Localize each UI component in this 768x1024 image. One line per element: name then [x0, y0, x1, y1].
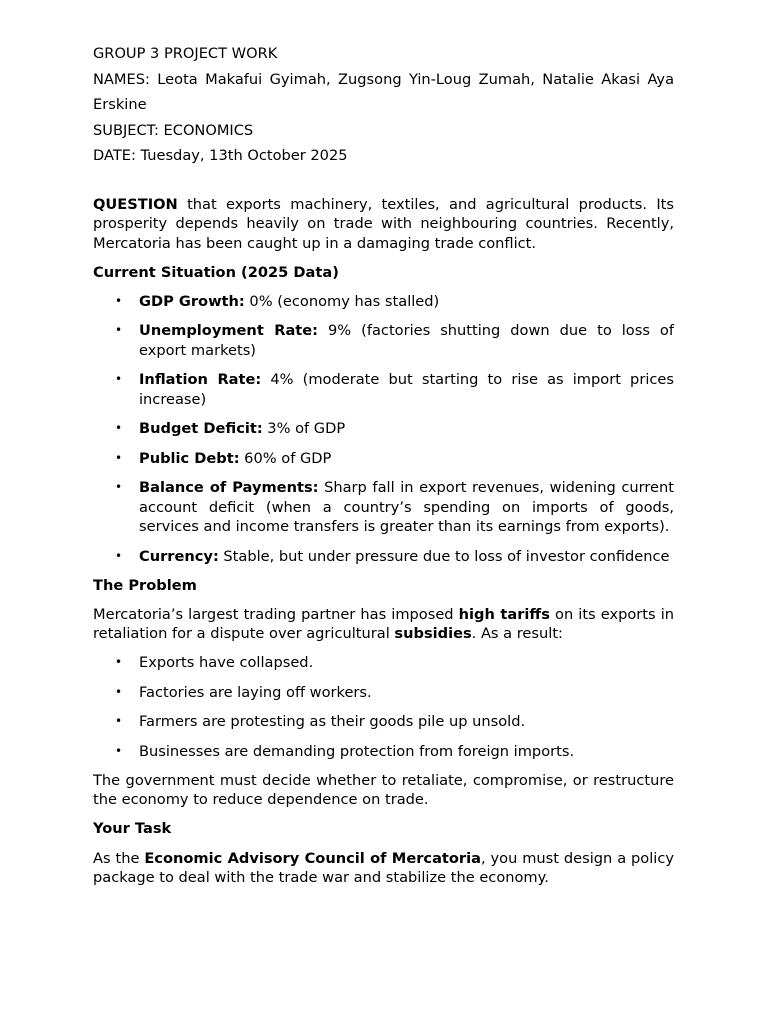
item-text: Businesses are demanding protection from foreign imports. — [139, 742, 575, 760]
project-title: GROUP 3 PROJECT WORK — [93, 45, 278, 62]
names-value: Leota Makafui Gyimah, Zugsong Yin-Loug Zumah, Natalie Akasi Aya Erskine — [93, 70, 675, 113]
problem-text: on its exports in retaliation for a dispute over agricultural — [93, 605, 674, 643]
problem-list — [93, 653, 674, 761]
item-text: Stable, but under pressure due to loss of investor confidence — [218, 547, 670, 565]
item-text: 3% of GDP — [262, 420, 346, 438]
bullet-icon: • — [115, 323, 123, 338]
bullet-icon: • — [115, 714, 123, 729]
bullet-icon: • — [115, 293, 123, 308]
bullet-icon: • — [115, 421, 123, 436]
item-label: Budget Deficit: — [139, 420, 263, 438]
question-label: QUESTION — [93, 195, 178, 213]
problem-emphasis: high tariffs — [458, 605, 550, 623]
task-paragraph — [93, 849, 674, 888]
current-situation-heading: Current Situation (2025 Data) — [93, 263, 339, 281]
bullet-icon: • — [115, 684, 123, 699]
problem-heading: The Problem — [93, 576, 197, 594]
item-label: Inflation Rate: — [139, 371, 262, 389]
list-item — [93, 547, 674, 567]
item-label: Currency: — [139, 547, 219, 565]
date-line: DATE: Tuesday, 13th October 2025 — [93, 147, 348, 164]
item-text: Farmers are protesting as their goods pile up unsold. — [139, 713, 526, 731]
list-item — [93, 449, 674, 469]
bullet-icon: • — [115, 372, 123, 387]
list-item — [93, 742, 674, 762]
document-page — [93, 41, 674, 897]
bullet-icon: • — [115, 655, 123, 670]
list-item — [93, 653, 674, 673]
task-text: As the — [93, 849, 145, 867]
question-text: that exports machinery, textiles, and agricultural products. Its prosperity depends heavily on trade with neighbouring countries. Recently, Mercatoria has been caught up in a damaging trade conflict. — [93, 195, 674, 252]
item-label: Balance of Payments: — [139, 479, 319, 497]
current-situation-list — [93, 292, 674, 566]
list-item — [93, 292, 674, 312]
item-text: 0% (economy has stalled) — [244, 292, 440, 310]
problem-paragraph — [93, 605, 674, 644]
bullet-icon: • — [115, 480, 123, 495]
list-item — [93, 321, 674, 360]
item-text: 4% (moderate but starting to rise as import prices increase) — [139, 371, 674, 408]
list-item — [93, 419, 674, 439]
item-label: Public Debt: — [139, 449, 240, 467]
spacer — [93, 169, 674, 195]
names-label: NAMES: — [93, 70, 150, 88]
task-heading: Your Task — [93, 820, 172, 838]
bullet-icon: • — [115, 548, 123, 563]
task-text: , you must design a policy package to deal with the trade war and stabilize the economy. — [93, 849, 674, 887]
list-item — [93, 712, 674, 732]
item-text: 9% (factories shutting down due to loss of export markets) — [139, 322, 674, 359]
problem-text: . As a result: — [471, 625, 563, 643]
item-text: 60% of GDP — [239, 449, 332, 467]
problem-emphasis: subsidies — [394, 625, 472, 643]
bullet-icon: • — [115, 743, 123, 758]
bullet-icon: • — [115, 450, 123, 465]
problem-conclusion: The government must decide whether to retaliate, compromise, or restructure the economy to reduce dependence on trade. — [93, 771, 674, 809]
item-label: GDP Growth: — [139, 292, 245, 310]
list-item — [93, 683, 674, 703]
item-label: Unemployment Rate: — [139, 322, 319, 340]
subject-line: SUBJECT: ECONOMICS — [93, 121, 254, 139]
list-item — [93, 370, 674, 409]
item-text: Exports have collapsed. — [139, 654, 314, 672]
question-paragraph — [93, 195, 674, 254]
names-line — [93, 67, 674, 118]
item-text: Sharp fall in export revenues, widening current account deficit (when a country’s spending on imports of goods, services and income transfers is greater than its earnings from exports). — [139, 479, 674, 536]
item-text: Factories are laying off workers. — [139, 683, 372, 701]
list-item — [93, 478, 674, 537]
task-emphasis: Economic Advisory Council of Mercatoria — [144, 849, 481, 867]
problem-text: Mercatoria’s largest trading partner has imposed — [93, 605, 459, 623]
